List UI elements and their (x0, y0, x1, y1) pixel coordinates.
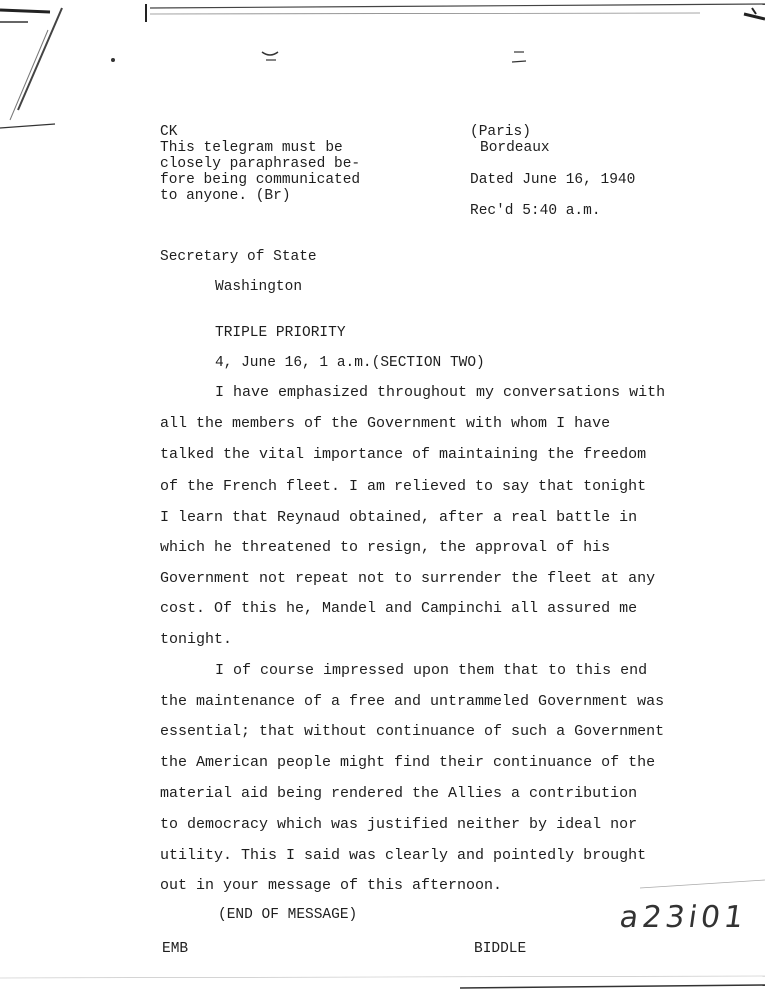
date-line: Dated June 16, 1940 (470, 172, 636, 188)
body-line: to democracy which was justified neither by ideal nor (160, 816, 638, 833)
body-line: I have emphasized throughout my conversations with (215, 384, 666, 401)
body-line: Government not repeat not to surrender the fleet at any (160, 570, 656, 587)
body-line: the maintenance of a free and untrammeled Government was (160, 693, 665, 710)
addressee-title: Secretary of State (160, 249, 317, 265)
body-line: the American people might find their continuance of the (160, 754, 656, 771)
clerk-initials: EMB (162, 941, 189, 957)
paraphrase-notice-line: to anyone. (Br) (160, 188, 291, 204)
body-line: talked the vital importance of maintaining the freedom (160, 446, 647, 463)
routing-code: CK (160, 124, 178, 140)
body-line: cost. Of this he, Mandel and Campinchi all assured me (160, 600, 638, 617)
handwritten-archive-number: a23i01 (617, 900, 750, 935)
paraphrase-notice-line: This telegram must be (160, 140, 343, 156)
body-line: utility. This I said was clearly and pointedly brought (160, 847, 647, 864)
sender-signature: BIDDLE (474, 941, 527, 957)
paraphrase-notice-line: closely paraphrased be- (160, 156, 361, 172)
body-line: I learn that Reynaud obtained, after a real battle in (160, 509, 638, 526)
addressee-city: Washington (215, 279, 303, 295)
body-line: essential; that without continuance of such a Government (160, 723, 665, 740)
sending-city: Bordeaux (480, 140, 550, 156)
end-of-message: (END OF MESSAGE) (218, 907, 358, 923)
origin-city: (Paris) (470, 124, 531, 140)
body-line: which he threatened to resign, the approval of his (160, 539, 611, 556)
body-line: out in your message of this afternoon. (160, 877, 503, 894)
body-line: material aid being rendered the Allies a contribution (160, 785, 638, 802)
paraphrase-notice-line: fore being communicated (160, 172, 361, 188)
priority-line: TRIPLE PRIORITY (215, 325, 346, 341)
body-line: I of course impressed upon them that to this end (215, 662, 648, 679)
received-line: Rec'd 5:40 a.m. (470, 203, 601, 219)
body-line: all the members of the Government with whom I have (160, 415, 611, 432)
body-line: of the French fleet. I am relieved to say that tonight (160, 478, 647, 495)
message-reference: 4, June 16, 1 a.m.(SECTION TWO) (215, 355, 485, 371)
body-line: tonight. (160, 631, 233, 648)
